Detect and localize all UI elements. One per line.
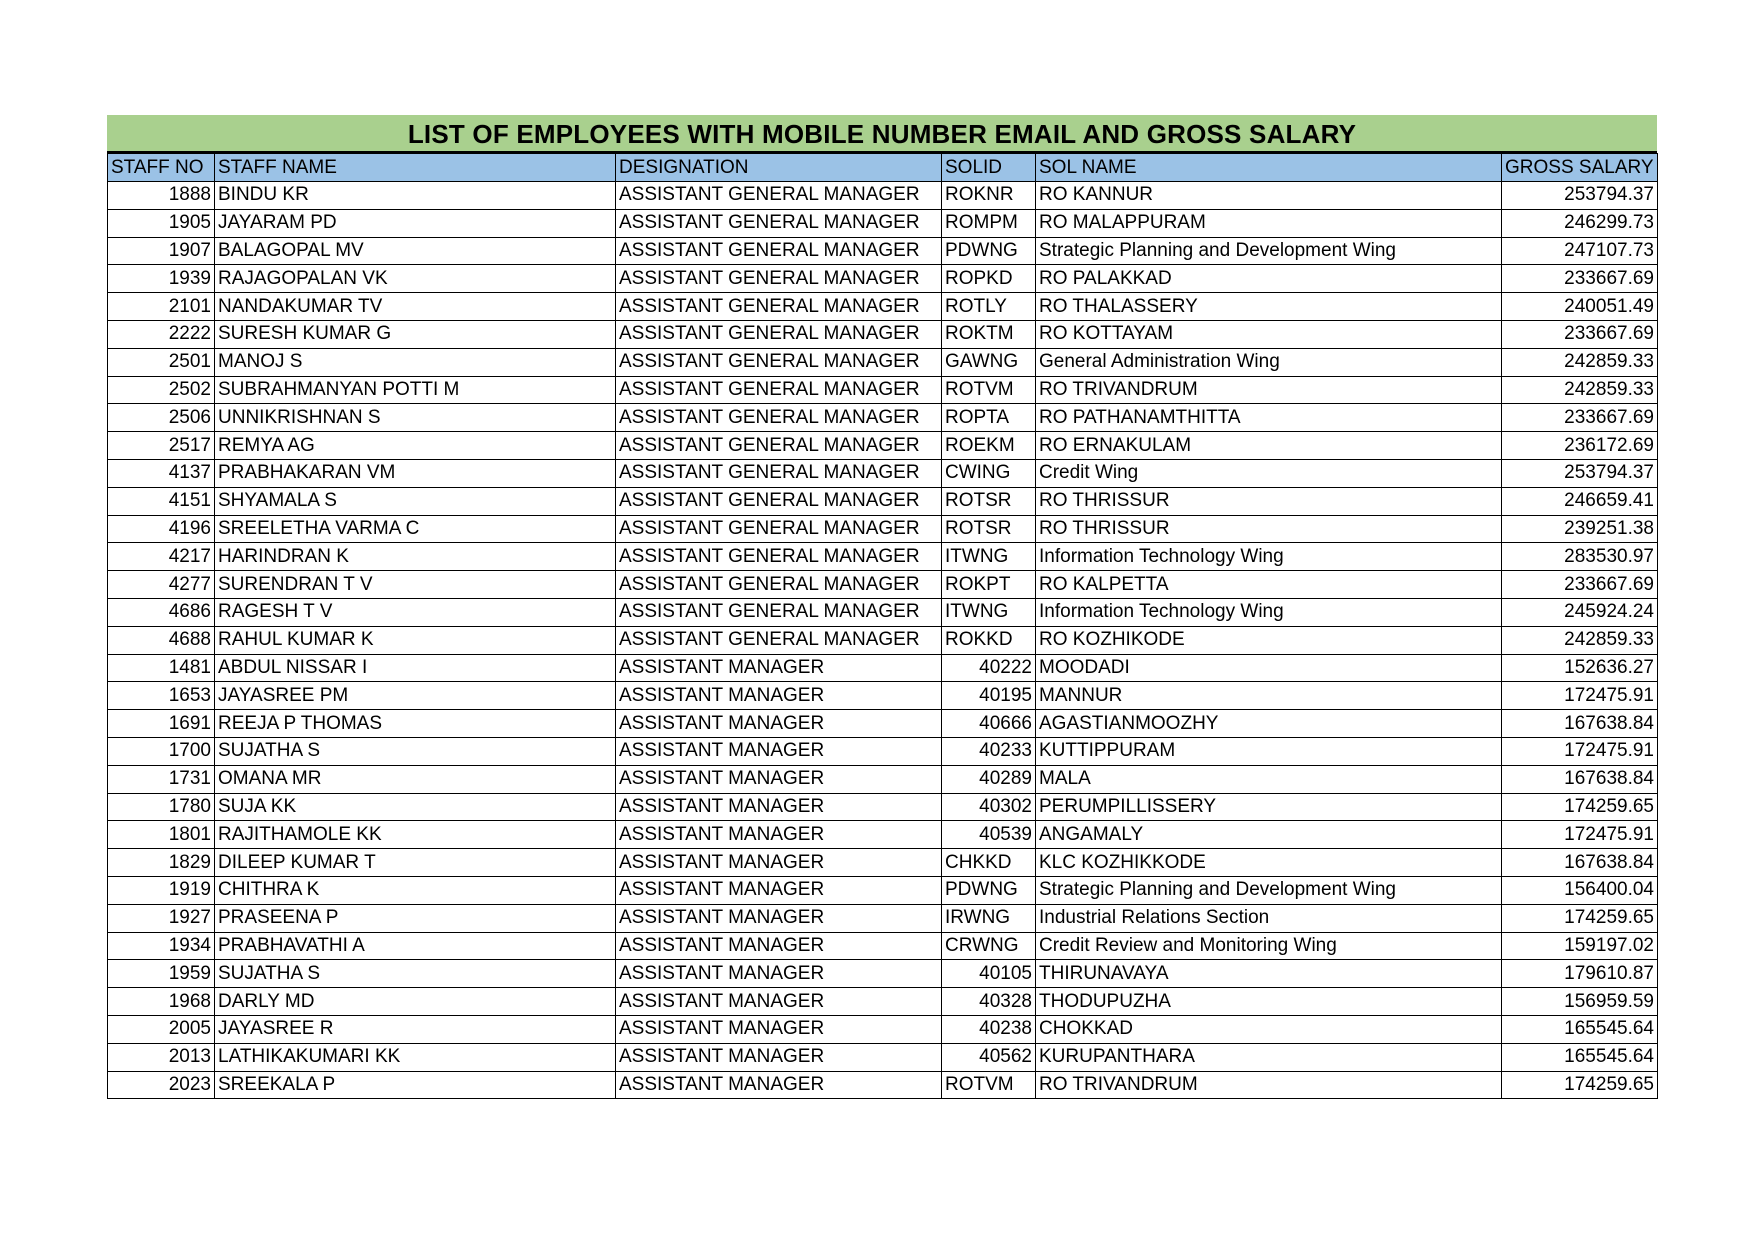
- cell-staff-no: 2013: [108, 1043, 215, 1071]
- cell-gross-salary: 174259.65: [1502, 793, 1658, 821]
- cell-gross-salary: 242859.33: [1502, 376, 1658, 404]
- cell-sol-name: AGASTIANMOOZHY: [1036, 710, 1502, 738]
- cell-sol-name: CHOKKAD: [1036, 1015, 1502, 1043]
- cell-gross-salary: 167638.84: [1502, 710, 1658, 738]
- cell-gross-salary: 159197.02: [1502, 932, 1658, 960]
- cell-gross-salary: 165545.64: [1502, 1015, 1658, 1043]
- table-row: [108, 209, 1658, 237]
- cell-staff-name: RAJAGOPALAN VK: [215, 265, 616, 293]
- cell-staff-no: 1780: [108, 793, 215, 821]
- cell-gross-salary: 233667.69: [1502, 265, 1658, 293]
- cell-solid: 40539: [942, 821, 1036, 849]
- cell-designation: ASSISTANT MANAGER: [616, 1043, 942, 1071]
- cell-staff-name: SUJA KK: [215, 793, 616, 821]
- cell-designation: ASSISTANT GENERAL MANAGER: [616, 265, 942, 293]
- cell-staff-name: OMANA MR: [215, 765, 616, 793]
- cell-staff-name: ABDUL NISSAR I: [215, 654, 616, 682]
- column-header-sol-name: SOL NAME: [1036, 154, 1502, 182]
- table-row: [108, 404, 1658, 432]
- employee-table: [107, 153, 1658, 1099]
- cell-solid: 40302: [942, 793, 1036, 821]
- cell-designation: ASSISTANT GENERAL MANAGER: [616, 515, 942, 543]
- cell-staff-name: DARLY MD: [215, 988, 616, 1016]
- cell-staff-no: 1939: [108, 265, 215, 293]
- cell-gross-salary: 233667.69: [1502, 320, 1658, 348]
- cell-staff-no: 2501: [108, 348, 215, 376]
- cell-sol-name: RO TRIVANDRUM: [1036, 1071, 1502, 1099]
- cell-designation: ASSISTANT GENERAL MANAGER: [616, 571, 942, 599]
- cell-designation: ASSISTANT MANAGER: [616, 849, 942, 877]
- cell-gross-salary: 253794.37: [1502, 182, 1658, 210]
- column-header-gross-salary: GROSS SALARY: [1502, 154, 1658, 182]
- table-row: [108, 904, 1658, 932]
- cell-staff-no: 1888: [108, 182, 215, 210]
- cell-designation: ASSISTANT GENERAL MANAGER: [616, 209, 942, 237]
- cell-sol-name: RO TRIVANDRUM: [1036, 376, 1502, 404]
- cell-sol-name: PERUMPILLISSERY: [1036, 793, 1502, 821]
- cell-gross-salary: 246299.73: [1502, 209, 1658, 237]
- table-row: [108, 320, 1658, 348]
- column-header-staff-no: STAFF NO: [108, 154, 215, 182]
- table-row: [108, 376, 1658, 404]
- cell-designation: ASSISTANT GENERAL MANAGER: [616, 348, 942, 376]
- cell-staff-no: 2506: [108, 404, 215, 432]
- cell-designation: ASSISTANT MANAGER: [616, 960, 942, 988]
- header-row: [108, 154, 1658, 182]
- cell-staff-name: BINDU KR: [215, 182, 616, 210]
- cell-sol-name: RO THRISSUR: [1036, 515, 1502, 543]
- cell-staff-no: 1934: [108, 932, 215, 960]
- cell-solid: ROTSR: [942, 487, 1036, 515]
- cell-staff-name: BALAGOPAL MV: [215, 237, 616, 265]
- cell-gross-salary: 239251.38: [1502, 515, 1658, 543]
- table-row: [108, 432, 1658, 460]
- cell-designation: ASSISTANT GENERAL MANAGER: [616, 598, 942, 626]
- employee-sheet: [107, 115, 1657, 1099]
- cell-solid: ROMPM: [942, 209, 1036, 237]
- cell-gross-salary: 167638.84: [1502, 849, 1658, 877]
- cell-staff-no: 2023: [108, 1071, 215, 1099]
- cell-gross-salary: 247107.73: [1502, 237, 1658, 265]
- cell-solid: 40666: [942, 710, 1036, 738]
- cell-solid: 40195: [942, 682, 1036, 710]
- cell-staff-no: 1731: [108, 765, 215, 793]
- cell-solid: ROKNR: [942, 182, 1036, 210]
- table-row: [108, 348, 1658, 376]
- table-row: [108, 515, 1658, 543]
- cell-staff-no: 1691: [108, 710, 215, 738]
- cell-staff-no: 1927: [108, 904, 215, 932]
- cell-staff-no: 1907: [108, 237, 215, 265]
- cell-staff-no: 4686: [108, 598, 215, 626]
- cell-sol-name: RO ERNAKULAM: [1036, 432, 1502, 460]
- cell-designation: ASSISTANT GENERAL MANAGER: [616, 376, 942, 404]
- cell-staff-no: 1829: [108, 849, 215, 877]
- cell-designation: ASSISTANT GENERAL MANAGER: [616, 459, 942, 487]
- table-row: [108, 793, 1658, 821]
- cell-gross-salary: 156400.04: [1502, 876, 1658, 904]
- cell-sol-name: MANNUR: [1036, 682, 1502, 710]
- cell-sol-name: Credit Review and Monitoring Wing: [1036, 932, 1502, 960]
- cell-sol-name: Strategic Planning and Development Wing: [1036, 876, 1502, 904]
- table-row: [108, 237, 1658, 265]
- cell-sol-name: RO KANNUR: [1036, 182, 1502, 210]
- cell-staff-name: RAHUL KUMAR K: [215, 626, 616, 654]
- cell-sol-name: Industrial Relations Section: [1036, 904, 1502, 932]
- table-row: [108, 1015, 1658, 1043]
- cell-gross-salary: 233667.69: [1502, 404, 1658, 432]
- cell-gross-salary: 245924.24: [1502, 598, 1658, 626]
- table-row: [108, 487, 1658, 515]
- cell-solid: ROKTM: [942, 320, 1036, 348]
- cell-gross-salary: 174259.65: [1502, 1071, 1658, 1099]
- cell-staff-no: 1968: [108, 988, 215, 1016]
- table-row: [108, 459, 1658, 487]
- cell-solid: CWING: [942, 459, 1036, 487]
- cell-solid: 40289: [942, 765, 1036, 793]
- column-header-designation: DESIGNATION: [616, 154, 942, 182]
- table-row: [108, 876, 1658, 904]
- cell-solid: 40222: [942, 654, 1036, 682]
- cell-gross-salary: 172475.91: [1502, 682, 1658, 710]
- cell-solid: ITWNG: [942, 543, 1036, 571]
- cell-staff-name: PRABHAKARAN VM: [215, 459, 616, 487]
- cell-sol-name: RO KOZHIKODE: [1036, 626, 1502, 654]
- cell-gross-salary: 152636.27: [1502, 654, 1658, 682]
- table-row: [108, 654, 1658, 682]
- cell-gross-salary: 253794.37: [1502, 459, 1658, 487]
- cell-staff-no: 1801: [108, 821, 215, 849]
- table-row: [108, 849, 1658, 877]
- cell-solid: ROTSR: [942, 515, 1036, 543]
- cell-designation: ASSISTANT GENERAL MANAGER: [616, 182, 942, 210]
- cell-solid: CRWNG: [942, 932, 1036, 960]
- cell-solid: ROKPT: [942, 571, 1036, 599]
- cell-designation: ASSISTANT MANAGER: [616, 654, 942, 682]
- table-row: [108, 598, 1658, 626]
- cell-solid: ROPKD: [942, 265, 1036, 293]
- sheet-title: LIST OF EMPLOYEES WITH MOBILE NUMBER EMAIL AND GROSS SALARY: [107, 115, 1657, 153]
- cell-staff-name: SREELETHA VARMA C: [215, 515, 616, 543]
- cell-designation: ASSISTANT MANAGER: [616, 1015, 942, 1043]
- cell-solid: ROTVM: [942, 376, 1036, 404]
- cell-solid: 40238: [942, 1015, 1036, 1043]
- table-row: [108, 765, 1658, 793]
- cell-designation: ASSISTANT MANAGER: [616, 765, 942, 793]
- cell-solid: 40328: [942, 988, 1036, 1016]
- cell-staff-name: SUJATHA S: [215, 737, 616, 765]
- cell-designation: ASSISTANT GENERAL MANAGER: [616, 543, 942, 571]
- cell-gross-salary: 236172.69: [1502, 432, 1658, 460]
- cell-designation: ASSISTANT MANAGER: [616, 682, 942, 710]
- cell-gross-salary: 242859.33: [1502, 626, 1658, 654]
- cell-staff-name: SREEKALA P: [215, 1071, 616, 1099]
- cell-staff-name: REMYA AG: [215, 432, 616, 460]
- cell-designation: ASSISTANT MANAGER: [616, 737, 942, 765]
- cell-sol-name: Strategic Planning and Development Wing: [1036, 237, 1502, 265]
- cell-staff-name: JAYASREE PM: [215, 682, 616, 710]
- table-row: [108, 988, 1658, 1016]
- cell-staff-name: SUJATHA S: [215, 960, 616, 988]
- cell-staff-name: SUBRAHMANYAN POTTI M: [215, 376, 616, 404]
- cell-solid: ROTVM: [942, 1071, 1036, 1099]
- table-row: [108, 1071, 1658, 1099]
- cell-gross-salary: 172475.91: [1502, 821, 1658, 849]
- cell-gross-salary: 167638.84: [1502, 765, 1658, 793]
- cell-staff-no: 4688: [108, 626, 215, 654]
- cell-staff-no: 1905: [108, 209, 215, 237]
- cell-staff-no: 2222: [108, 320, 215, 348]
- cell-gross-salary: 156959.59: [1502, 988, 1658, 1016]
- cell-staff-name: RAGESH T V: [215, 598, 616, 626]
- cell-sol-name: RO PALAKKAD: [1036, 265, 1502, 293]
- cell-gross-salary: 242859.33: [1502, 348, 1658, 376]
- cell-sol-name: KLC KOZHIKKODE: [1036, 849, 1502, 877]
- cell-gross-salary: 246659.41: [1502, 487, 1658, 515]
- cell-gross-salary: 179610.87: [1502, 960, 1658, 988]
- cell-staff-no: 1481: [108, 654, 215, 682]
- cell-staff-name: NANDAKUMAR TV: [215, 293, 616, 321]
- cell-gross-salary: 233667.69: [1502, 571, 1658, 599]
- cell-sol-name: Information Technology Wing: [1036, 543, 1502, 571]
- table-row: [108, 682, 1658, 710]
- cell-sol-name: RO THRISSUR: [1036, 487, 1502, 515]
- cell-solid: ROTLY: [942, 293, 1036, 321]
- cell-staff-no: 1700: [108, 737, 215, 765]
- cell-designation: ASSISTANT MANAGER: [616, 988, 942, 1016]
- table-row: [108, 932, 1658, 960]
- cell-solid: CHKKD: [942, 849, 1036, 877]
- cell-solid: ROEKM: [942, 432, 1036, 460]
- cell-staff-no: 1919: [108, 876, 215, 904]
- cell-sol-name: THIRUNAVAYA: [1036, 960, 1502, 988]
- cell-sol-name: KURUPANTHARA: [1036, 1043, 1502, 1071]
- cell-solid: IRWNG: [942, 904, 1036, 932]
- cell-sol-name: KUTTIPPURAM: [1036, 737, 1502, 765]
- table-row: [108, 293, 1658, 321]
- cell-gross-salary: 172475.91: [1502, 737, 1658, 765]
- cell-sol-name: RO MALAPPURAM: [1036, 209, 1502, 237]
- cell-staff-no: 4196: [108, 515, 215, 543]
- cell-designation: ASSISTANT MANAGER: [616, 932, 942, 960]
- cell-staff-no: 2101: [108, 293, 215, 321]
- cell-designation: ASSISTANT MANAGER: [616, 710, 942, 738]
- cell-designation: ASSISTANT MANAGER: [616, 1071, 942, 1099]
- cell-staff-name: MANOJ S: [215, 348, 616, 376]
- cell-solid: ROKKD: [942, 626, 1036, 654]
- cell-staff-name: SURENDRAN T V: [215, 571, 616, 599]
- cell-sol-name: MALA: [1036, 765, 1502, 793]
- table-row: [108, 182, 1658, 210]
- cell-designation: ASSISTANT GENERAL MANAGER: [616, 626, 942, 654]
- cell-gross-salary: 283530.97: [1502, 543, 1658, 571]
- cell-staff-name: PRASEENA P: [215, 904, 616, 932]
- cell-staff-name: HARINDRAN K: [215, 543, 616, 571]
- cell-staff-name: SHYAMALA S: [215, 487, 616, 515]
- cell-solid: GAWNG: [942, 348, 1036, 376]
- cell-designation: ASSISTANT GENERAL MANAGER: [616, 404, 942, 432]
- cell-staff-no: 1959: [108, 960, 215, 988]
- cell-staff-no: 4277: [108, 571, 215, 599]
- cell-designation: ASSISTANT GENERAL MANAGER: [616, 487, 942, 515]
- cell-staff-no: 2005: [108, 1015, 215, 1043]
- column-header-solid: SOLID: [942, 154, 1036, 182]
- cell-sol-name: RO THALASSERY: [1036, 293, 1502, 321]
- cell-staff-name: JAYASREE R: [215, 1015, 616, 1043]
- cell-gross-salary: 240051.49: [1502, 293, 1658, 321]
- cell-solid: 40233: [942, 737, 1036, 765]
- cell-sol-name: MOODADI: [1036, 654, 1502, 682]
- cell-staff-name: LATHIKAKUMARI KK: [215, 1043, 616, 1071]
- cell-sol-name: General Administration Wing: [1036, 348, 1502, 376]
- table-row: [108, 1043, 1658, 1071]
- cell-staff-no: 4151: [108, 487, 215, 515]
- cell-solid: ROPTA: [942, 404, 1036, 432]
- table-row: [108, 543, 1658, 571]
- cell-solid: ITWNG: [942, 598, 1036, 626]
- cell-gross-salary: 174259.65: [1502, 904, 1658, 932]
- cell-solid: PDWNG: [942, 876, 1036, 904]
- cell-staff-no: 1653: [108, 682, 215, 710]
- cell-designation: ASSISTANT MANAGER: [616, 793, 942, 821]
- table-row: [108, 710, 1658, 738]
- column-header-staff-name: STAFF NAME: [215, 154, 616, 182]
- cell-staff-name: SURESH KUMAR G: [215, 320, 616, 348]
- cell-staff-name: UNNIKRISHNAN S: [215, 404, 616, 432]
- cell-staff-name: DILEEP KUMAR T: [215, 849, 616, 877]
- table-row: [108, 571, 1658, 599]
- cell-staff-no: 4137: [108, 459, 215, 487]
- table-row: [108, 960, 1658, 988]
- cell-designation: ASSISTANT MANAGER: [616, 821, 942, 849]
- cell-designation: ASSISTANT GENERAL MANAGER: [616, 293, 942, 321]
- table-row: [108, 821, 1658, 849]
- cell-sol-name: RO PATHANAMTHITTA: [1036, 404, 1502, 432]
- cell-staff-name: CHITHRA K: [215, 876, 616, 904]
- cell-sol-name: THODUPUZHA: [1036, 988, 1502, 1016]
- cell-designation: ASSISTANT GENERAL MANAGER: [616, 320, 942, 348]
- cell-designation: ASSISTANT MANAGER: [616, 876, 942, 904]
- cell-gross-salary: 165545.64: [1502, 1043, 1658, 1071]
- cell-designation: ASSISTANT GENERAL MANAGER: [616, 432, 942, 460]
- cell-staff-no: 4217: [108, 543, 215, 571]
- cell-designation: ASSISTANT GENERAL MANAGER: [616, 237, 942, 265]
- cell-staff-name: RAJITHAMOLE KK: [215, 821, 616, 849]
- cell-sol-name: RO KALPETTA: [1036, 571, 1502, 599]
- cell-sol-name: Credit Wing: [1036, 459, 1502, 487]
- cell-sol-name: Information Technology Wing: [1036, 598, 1502, 626]
- cell-solid: 40562: [942, 1043, 1036, 1071]
- cell-staff-name: PRABHAVATHI A: [215, 932, 616, 960]
- cell-staff-no: 2502: [108, 376, 215, 404]
- cell-solid: 40105: [942, 960, 1036, 988]
- cell-staff-name: JAYARAM PD: [215, 209, 616, 237]
- table-row: [108, 265, 1658, 293]
- cell-designation: ASSISTANT MANAGER: [616, 904, 942, 932]
- cell-solid: PDWNG: [942, 237, 1036, 265]
- table-body: [108, 182, 1658, 1099]
- cell-staff-no: 2517: [108, 432, 215, 460]
- table-row: [108, 626, 1658, 654]
- cell-sol-name: RO KOTTAYAM: [1036, 320, 1502, 348]
- cell-sol-name: ANGAMALY: [1036, 821, 1502, 849]
- cell-staff-name: REEJA P THOMAS: [215, 710, 616, 738]
- table-row: [108, 737, 1658, 765]
